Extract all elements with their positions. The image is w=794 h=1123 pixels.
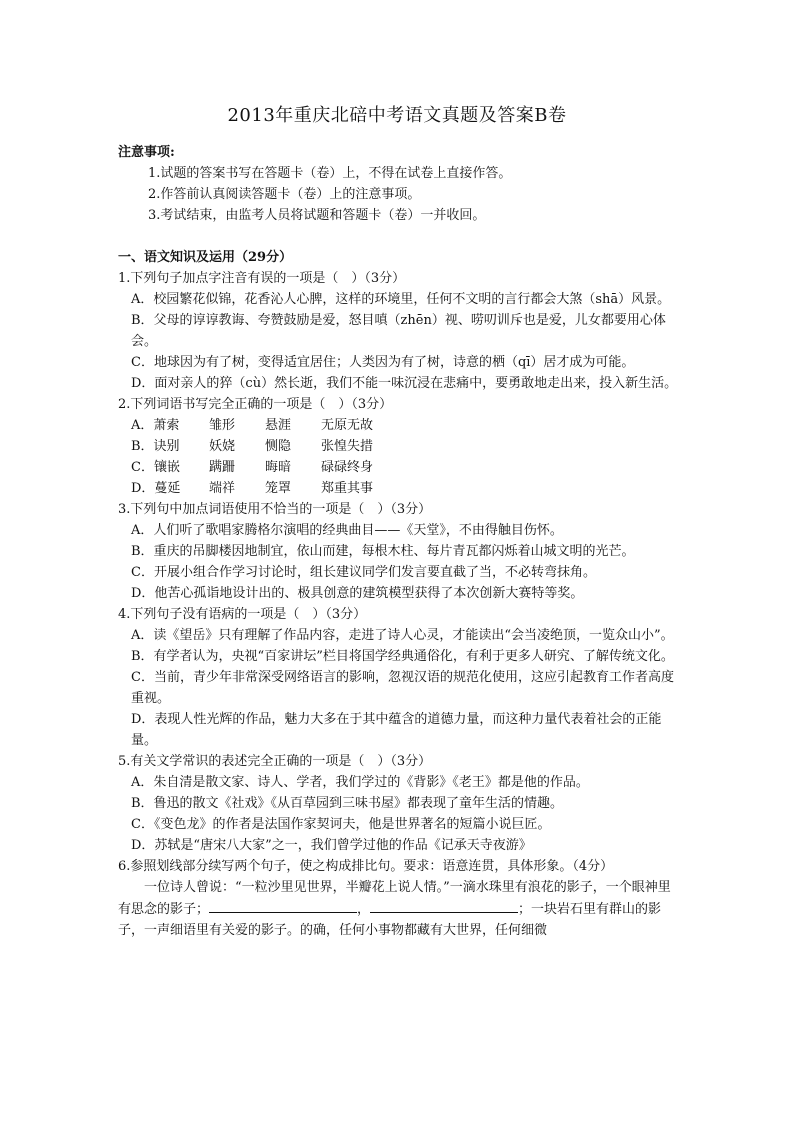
option-word: 碌碌终身 — [321, 460, 374, 475]
question-stem: 1.下列句子加点字注音有误的一项是（ ）（3分） — [118, 271, 406, 286]
option-word: 无原无故 — [321, 418, 374, 433]
notice-heading: 注意事项: — [118, 145, 175, 160]
option-word: D．蔓延 — [131, 481, 181, 496]
option-a: A．人们听了歌唱家腾格尔演唱的经典曲目——《天堂》，不由得触目伤怀。 — [131, 523, 563, 538]
option-c: C．当前，青少年非常深受网络语言的影响，忽视汉语的规范化使用，这应引起教育工作者高度重视。 — [131, 670, 674, 706]
option-d: D．表现人性光辉的作品，魅力大多在于其中蕴含的道德力量，而这种力量代表着社会的正能量。 — [131, 712, 662, 748]
option-word: 张惶失措 — [321, 439, 374, 454]
option-d: D．苏轼是“唐宋八大家”之一，我们曾学过他的作品《记承天寺夜游》 — [131, 838, 532, 853]
option-b: B．重庆的吊脚楼因地制宜，依山而建，每根木柱、每片青瓦都闪烁着山城文明的光芒。 — [131, 544, 635, 559]
option-word: 妖娆 — [209, 439, 236, 454]
question-stem: 4.下列句子没有语病的一项是（ ）（3分） — [118, 607, 367, 622]
option-b: B．有学者认为，央视“百家讲坛”栏目将国学经典通俗化，有利于更多人研究、了解传统文化。 — [131, 649, 674, 664]
passage-text: 一位诗人曾说：“一粒沙里见世界，半瓣花上说人情。”一滴水珠里有浪花的影子，一个眼神里有思念的影子； — [118, 880, 671, 917]
option-word: A．萧索 — [131, 418, 180, 433]
passage-text: ， — [357, 902, 371, 917]
notice-item: 2.作答前认真阅读答题卡（卷）上的注意事项。 — [148, 187, 421, 202]
option-word: 恻隐 — [265, 439, 292, 454]
notice-item: 1.试题的答案书写在答题卡（卷）上，不得在试卷上直接作答。 — [148, 166, 512, 181]
option-word: 雏形 — [209, 418, 236, 433]
question-stem: 2.下列词语书写完全正确的一项是（ ）（3分） — [118, 397, 393, 412]
option-word: 郑重其事 — [321, 481, 374, 496]
option-row — [118, 478, 678, 499]
option-word: C．镶嵌 — [131, 460, 180, 475]
option-row — [118, 457, 678, 478]
option-word: 蹒跚 — [209, 460, 236, 475]
option-word: 端祥 — [209, 481, 236, 496]
option-word: 悬涯 — [265, 418, 292, 433]
passage-text: ；一块岩石里有群山的影子，一声细语里有关爱的影子。的确，任何小事物都藏有大世界，任何细微 — [118, 902, 662, 938]
spacer — [118, 226, 678, 247]
question-passage — [118, 877, 678, 941]
answer-blank[interactable] — [209, 898, 357, 913]
option-row — [118, 415, 678, 436]
section-heading: 一、语文知识及运用（29分） — [118, 250, 293, 265]
question-stem: 6.参照划线部分续写两个句子，使之构成排比句。要求：语意连贯，具体形象。（4分） — [118, 859, 614, 874]
answer-blank[interactable] — [370, 898, 518, 913]
notice-item: 3.考试结束，由监考人员将试题和答题卡（卷）一并收回。 — [148, 208, 486, 223]
option-a: A．朱自清是散文家、诗人、学者，我们学过的《背影》《老王》都是他的作品。 — [131, 775, 589, 790]
option-b: B．鲁迅的散文《社戏》《从百草园到三味书屋》都表现了童年生活的情趣。 — [131, 796, 564, 811]
option-d: D．他苦心孤诣地设计出的、极具创意的建筑模型获得了本次创新大赛特等奖。 — [131, 586, 584, 601]
option-a: A．读《望岳》只有理解了作品内容，走进了诗人心灵，才能读出“会当凌绝顶，一览众山小”。 — [131, 628, 674, 643]
question-stem: 3.下列句中加点词语使用不恰当的一项是（ ）（3分） — [118, 502, 432, 517]
option-word: B．诀别 — [131, 439, 180, 454]
option-c: C．《变色龙》的作者是法国作家契诃夫，他是世界著名的短篇小说巨匠。 — [131, 817, 551, 832]
question-stem: 5.有关文学常识的表述完全正确的一项是（ ）（3分） — [118, 754, 432, 769]
option-c: C．开展小组合作学习讨论时，组长建议同学们发言要直截了当，不必转弯抹角。 — [131, 565, 596, 580]
option-word: 晦暗 — [265, 460, 292, 475]
option-row — [118, 436, 678, 457]
document-body — [118, 142, 678, 941]
option-d: D．面对亲人的猝（cù）然长逝，我们不能一味沉浸在悲痛中，要勇敢地走出来，投入新生活。 — [131, 376, 678, 391]
option-b: B．父母的谆谆教诲、夸赞鼓励是爱，怒目嗔（zhēn）视、唠叨训斥也是爱，儿女都要用心体会。 — [131, 313, 666, 349]
option-a: A．校园繁花似锦，花香沁人心脾，这样的环境里，任何不文明的言行都会大煞（shā）风景。 — [131, 292, 671, 307]
option-word: 笼罩 — [265, 481, 292, 496]
option-c: C．地球因为有了树，变得适宜居住；人类因为有了树，诗意的栖（qī）居才成为可能。 — [131, 355, 635, 370]
page-title: 2013年重庆北碚中考语文真题及答案B卷 — [227, 105, 567, 126]
